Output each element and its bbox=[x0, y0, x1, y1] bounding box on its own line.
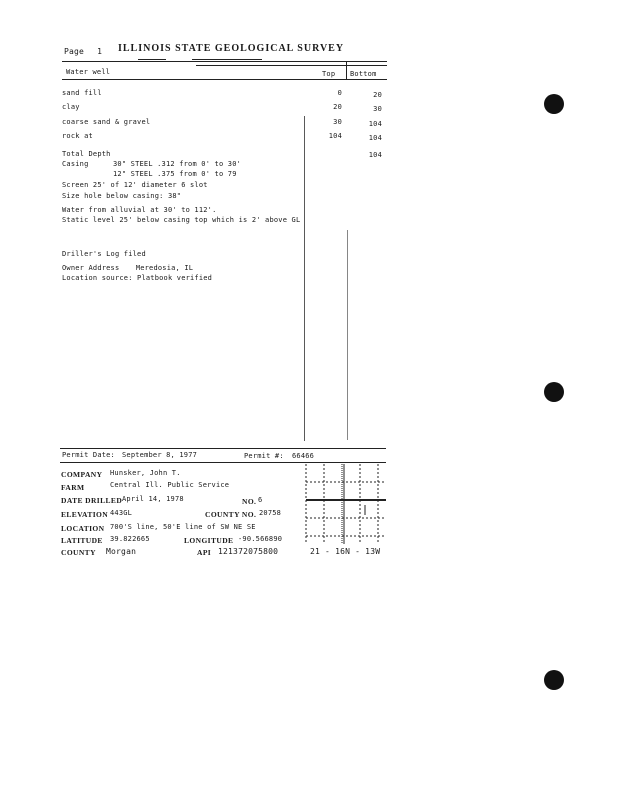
api-label: API bbox=[197, 548, 212, 557]
company-label: COMPANY bbox=[61, 470, 103, 479]
log-header-top-rule bbox=[62, 61, 387, 62]
no-value: 6 bbox=[258, 496, 263, 504]
formation-name: sand fill bbox=[62, 89, 102, 97]
header-col-divider bbox=[346, 62, 347, 79]
township-range: 21 - 16N - 13W bbox=[310, 547, 381, 556]
formation-top: 104 bbox=[328, 132, 342, 140]
page-label bbox=[64, 47, 102, 56]
formation-top: 30 bbox=[333, 118, 342, 126]
permit-top-rule bbox=[60, 448, 386, 449]
punch-hole-bottom bbox=[544, 670, 564, 690]
farm-value: Central Ill. Public Service bbox=[110, 481, 230, 489]
size-hole-note: Size hole below casing: 38" bbox=[62, 192, 182, 200]
date-drilled-label: DATE DRILLED bbox=[61, 496, 123, 505]
screen-note: Screen 25' of 12' diameter 6 slot bbox=[62, 181, 208, 189]
longitude-label: LONGITUDE bbox=[184, 536, 234, 545]
location-value: 700'S line, 50'E line of SW NE SE bbox=[110, 523, 256, 531]
location-label: LOCATION bbox=[61, 524, 105, 533]
casing-line-1: 30" STEEL .312 from 0' to 30' bbox=[113, 160, 242, 168]
date-drilled-value: April 14, 1978 bbox=[122, 495, 184, 503]
elevation-value: 443GL bbox=[110, 509, 133, 517]
county-label: COUNTY bbox=[61, 548, 96, 557]
formation-top: 20 bbox=[333, 103, 342, 111]
total-depth-label: Total Depth bbox=[62, 150, 111, 158]
formation-bottom: 20 bbox=[373, 91, 382, 99]
api-value: 121372075800 bbox=[218, 547, 279, 556]
well-type: Water well bbox=[66, 68, 111, 76]
formation-bottom: 104 bbox=[368, 120, 382, 128]
owner-address-value: Meredosia, IL bbox=[135, 264, 194, 272]
longitude-value: -90.566890 bbox=[238, 535, 283, 543]
formation-bottom: 30 bbox=[373, 105, 382, 113]
county-no-label: COUNTY NO. bbox=[205, 510, 257, 519]
punch-hole-middle bbox=[544, 382, 564, 402]
no-label: NO. bbox=[242, 497, 257, 506]
section-grid bbox=[305, 463, 387, 545]
county-value: Morgan bbox=[106, 547, 137, 556]
col-bottom-header: Bottom bbox=[350, 70, 377, 78]
formation-name: clay bbox=[62, 103, 80, 111]
formation-top: 0 bbox=[337, 89, 342, 97]
owner-address bbox=[62, 264, 193, 272]
log-header-bottom-rule bbox=[62, 79, 387, 80]
permit-date-value: September 8, 1977 bbox=[122, 451, 198, 459]
title-underline-left bbox=[138, 59, 166, 60]
latitude-label: LATITUDE bbox=[61, 536, 103, 545]
page-title: ILLINOIS STATE GEOLOGICAL SURVEY bbox=[118, 43, 345, 54]
total-depth-value: 104 bbox=[368, 151, 382, 159]
company-value: Hunsker, John T. bbox=[110, 469, 181, 477]
punch-hole-top bbox=[544, 94, 564, 114]
location-source: Location source: Platbook verified bbox=[62, 274, 213, 282]
elevation-label: ELEVATION bbox=[61, 510, 109, 519]
county-no-value: 20758 bbox=[259, 509, 282, 517]
permit-number-label: Permit #: bbox=[244, 452, 284, 460]
latitude-value: 39.822665 bbox=[110, 535, 150, 543]
drillers-log: Driller's Log filed bbox=[62, 250, 146, 258]
permit-number-value: 66466 bbox=[292, 452, 315, 460]
log-header-top-rule-2 bbox=[196, 65, 387, 66]
casing-line-2: 12" STEEL .375 from 0' to 79 bbox=[113, 170, 237, 178]
water-from-note: Water from alluvial at 30' to 112'. bbox=[62, 206, 217, 214]
page-label-text: Page bbox=[64, 47, 85, 56]
log-column-divider bbox=[304, 116, 305, 441]
col-top-header: Top bbox=[322, 70, 336, 78]
farm-label: FARM bbox=[61, 483, 85, 492]
formation-bottom: 104 bbox=[368, 134, 382, 142]
page-number: 1 bbox=[97, 47, 103, 56]
casing-label: Casing bbox=[62, 160, 89, 168]
formation-name: rock at bbox=[62, 132, 93, 140]
permit-date-label: Permit Date: bbox=[62, 451, 115, 459]
log-column-divider-right bbox=[347, 230, 348, 440]
title-underline-right bbox=[192, 59, 262, 60]
owner-address-label: Owner Address bbox=[62, 264, 120, 272]
static-level-note: Static level 25' below casing top which is 2' above GL bbox=[62, 216, 301, 224]
formation-name: coarse sand & gravel bbox=[62, 118, 151, 126]
